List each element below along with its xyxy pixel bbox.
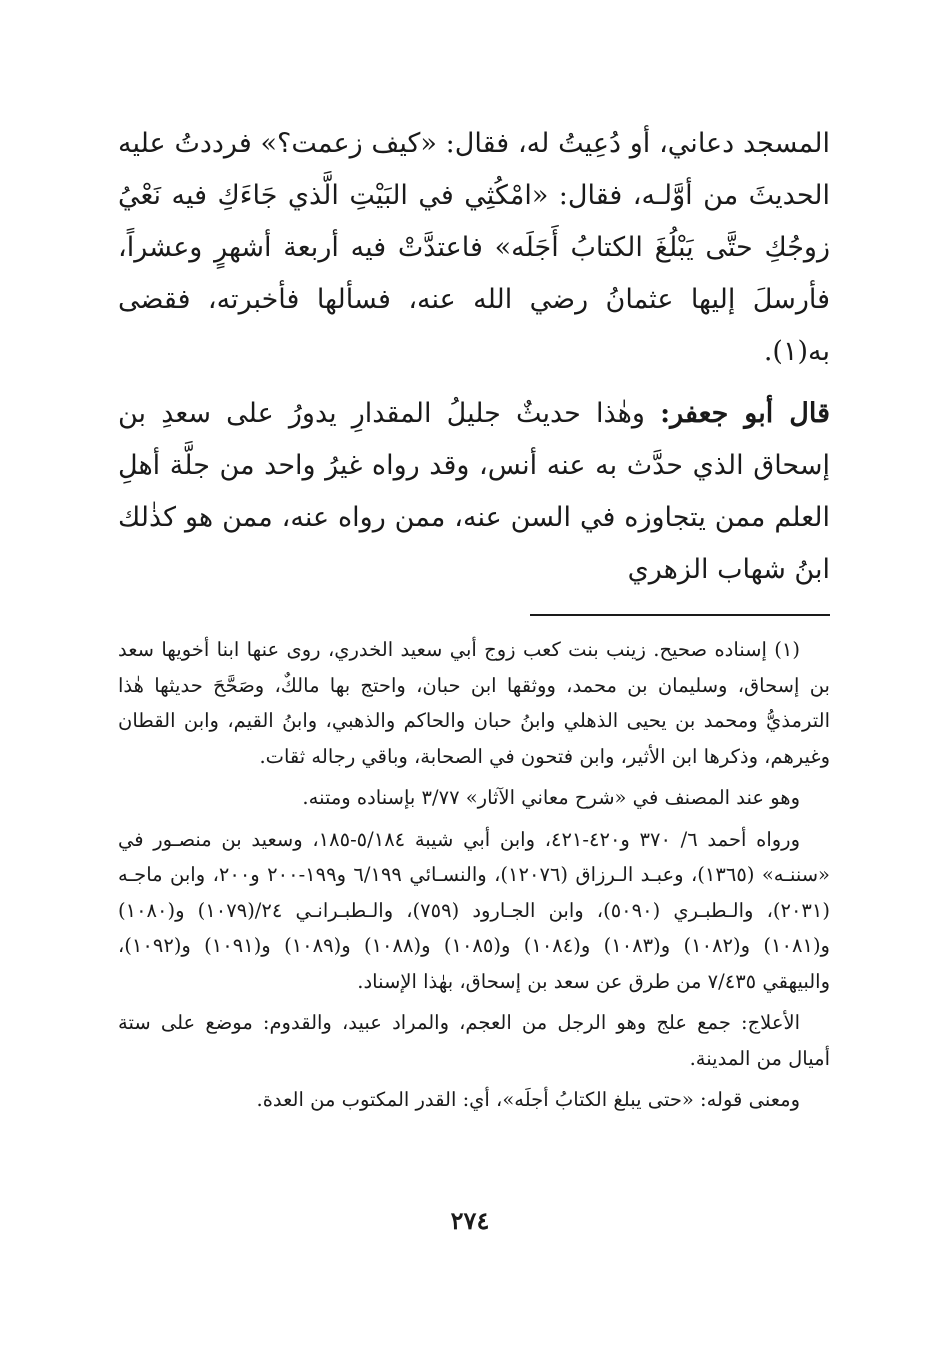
main-paragraph: المسجد دعاني، أو دُعِيتُ له، فقال: «كيف زعمت؟» فرددتُ عليه الحديثَ من أوَّلـه، فقال: «امْكُثِي في البَيْتِ الَّذي جَاءَكِ فيه نَعْيُ زوجُكِ حتَّى يَبْلُغَ الكتابُ أَجَلَه» فاعتدَّتْ فيه أربعة أشهرٍ وعشراً، فأرسلَ إليها عثمانُ رضي الله عنه، فسألها فأخبرته، فقضى به(١). (118, 128, 830, 367)
paragraph-body: وهٰذا حديثٌ جليلُ المقدارِ يدورُ على سعدِ بن إسحاق الذي حدَّث به عنه أنس، وقد رواه غيرُ واحد من جلَّة أهلِ العلم ممن يتجاوزه في السن عنه، ممن رواه عنه، ممن هو كذٰلك ابنُ شهاب الزهري (118, 398, 830, 585)
page-content (118, 118, 830, 1124)
speaker-label: قال أبو جعفر: (660, 398, 830, 429)
footnote-paragraph: وهو عند المصنف في «شرح معاني الآثار» ٣/٧٧ بإسناده ومتنه. (302, 786, 800, 809)
footnote-divider (530, 614, 830, 616)
main-text (118, 118, 830, 596)
main-paragraph (118, 388, 830, 596)
footnote-paragraph: (١) إسناده صحيح. زينب بنت كعب زوج أبي سعيد الخدري، روى عنها ابنا أخويها سعد بن إسحاق، وسليمان بن محمد، ووثقها ابن حبان، واحتج بها مالكٌ، وصَحَّحَ حديثها هٰذا الترمذيُّ ومحمد بن يحيى الذهلي وابنُ حبان والحاكم والذهبي، وابنُ القيم، وابن القطان وغيرهم، وذكرها ابن الأثير، وابن فتحون في الصحابة، وباقي رجاله ثقات. (118, 638, 830, 768)
footnote-paragraph: ومعنى قوله: «حتى يبلغ الكتابُ أجلَه»، أي: القدر المكتوب من العدة. (256, 1088, 800, 1111)
footnote-paragraph: الأعلاج: جمع علج وهو الرجل من العجم، والمراد عبيد، والقدوم: موضع على ستة أميال من المدينة. (118, 1011, 830, 1070)
page-number: ٢٧٤ (450, 1206, 490, 1235)
footnote-paragraph: ورواه أحمد ٦/ ٣٧٠ و٤٢٠-٤٢١، وابن أبي شيبة ٥/١٨٤-١٨٥، وسعيد بن منصـور في «سننـه» (١٣٦٥)، وعبـد الـرزاق (١٢٠٧٦)، والنسـائي ٦/١٩٩ و١٩٩-٢٠٠ و٢٠٠، وابن ماجـه (٢٠٣١)، والـطبـري (٥٠٩٠)، وابن الجـارود (٧٥٩)، والـطبـرانـي ٢٤/(١٠٧٩) و(١٠٨٠) و(١٠٨١) و(١٠٨٢) و(١٠٨٣) و(١٠٨٤) و(١٠٨٥) و(١٠٨٨) و(١٠٨٩) و(١٠٩١) و(١٠٩٢)، والبيهقي ٧/٤٣٥ من طرق عن سعد بن إسحاق، بهٰذا الإسناد. (118, 827, 830, 993)
footnotes (118, 632, 830, 1118)
